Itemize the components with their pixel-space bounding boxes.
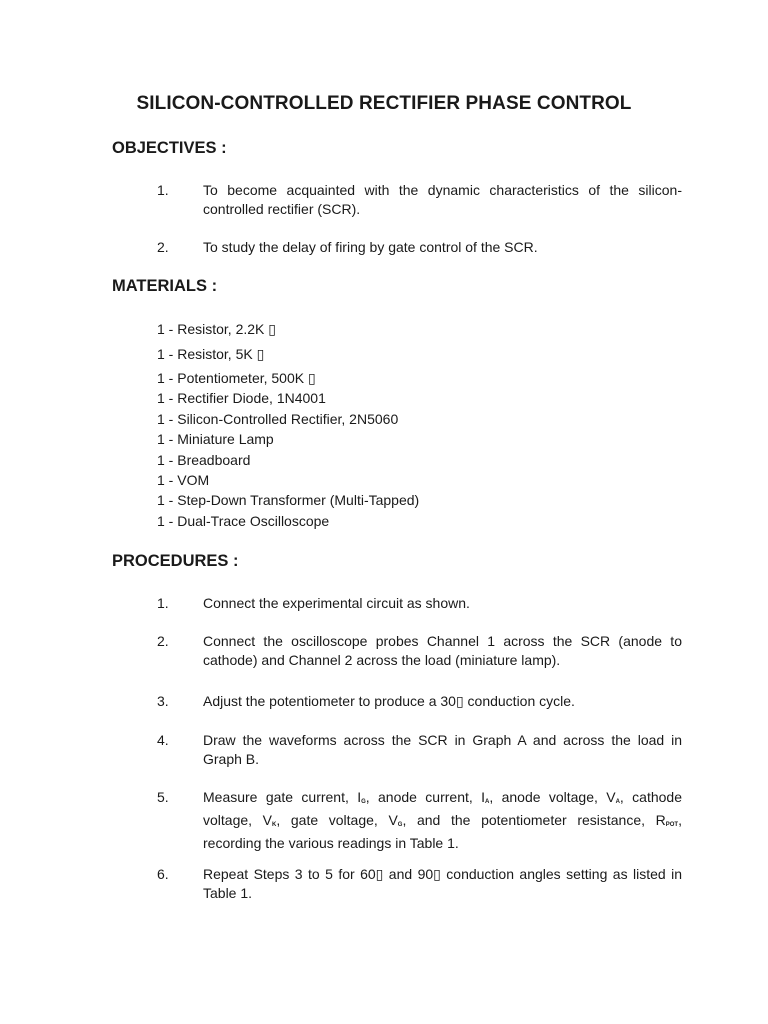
subscript-a: A	[615, 799, 620, 805]
subscript-g: G	[397, 822, 403, 828]
procedure-text: Draw the waveforms across the SCR in Graph A and across the load in Graph B.	[203, 732, 682, 767]
text-run: , cathode voltage, V	[203, 789, 682, 828]
list-item: 1 - Step-Down Transformer (Multi-Tapped)	[157, 492, 420, 509]
list-item: 1 - Breadboard	[157, 451, 251, 468]
objective-text: To study the delay of firing by gate control of the SCR.	[203, 239, 538, 255]
text-run: , anode voltage, V	[489, 789, 616, 805]
procedures-heading: PROCEDURES :	[112, 552, 239, 570]
objective-text: To become acquainted with the dynamic characteristics of the silicon-controlled rectifier (SCR).	[203, 182, 682, 217]
text-run: , recording the various readings in Table 1.	[203, 812, 682, 851]
procedure-number: 1.	[157, 595, 169, 611]
text-run: , anode current, I	[365, 789, 485, 805]
procedure-text	[203, 788, 682, 853]
procedure-number: 3.	[157, 693, 169, 709]
objectives-heading: OBJECTIVES :	[112, 139, 227, 157]
procedure-text: Connect the experimental circuit as shown.	[203, 595, 470, 611]
list-item: 1 - Potentiometer, 500K ▯	[157, 370, 316, 386]
subscript-a: A	[485, 799, 490, 805]
text-run: , gate voltage, V	[276, 812, 398, 828]
procedure-text: Adjust the potentiometer to produce a 30▯ conduction cycle.	[203, 693, 575, 709]
subscript-k: K	[272, 822, 277, 828]
objective-number: 1.	[157, 182, 169, 198]
procedure-text: Repeat Steps 3 to 5 for 60▯ and 90▯ conduction angles setting as listed in Table 1.	[203, 866, 682, 901]
text-run: Measure gate current, I	[203, 789, 362, 805]
subscript-g: G	[361, 799, 366, 805]
list-item: 1 - Silicon-Controlled Rectifier, 2N5060	[157, 410, 399, 427]
objective-number: 2.	[157, 239, 169, 255]
procedure-number: 5.	[157, 789, 169, 805]
list-item: 1 - Dual-Trace Oscilloscope	[157, 512, 330, 529]
materials-list	[157, 319, 419, 531]
procedure-number: 4.	[157, 732, 169, 748]
procedure-number: 6.	[157, 866, 169, 882]
list-item: 1 - Miniature Lamp	[157, 431, 274, 448]
list-item: 1 - VOM	[157, 471, 210, 488]
materials-heading: MATERIALS :	[112, 277, 218, 295]
procedure-text: Connect the oscilloscope probes Channel 1 across the SCR (anode to cathode) and Channel 2 across the load (miniature lamp).	[203, 633, 682, 668]
list-item: 1 - Resistor, 2.2K ▯	[157, 321, 276, 337]
subscript-pot: POT	[665, 822, 679, 828]
procedure-number: 2.	[157, 633, 169, 649]
list-item: 1 - Rectifier Diode, 1N4001	[157, 390, 326, 407]
text-run: , and the potentiometer resistance, R	[402, 812, 666, 828]
list-item: 1 - Resistor, 5K ▯	[157, 345, 265, 362]
page-title: SILICON-CONTROLLED RECTIFIER PHASE CONTROL	[136, 93, 632, 114]
